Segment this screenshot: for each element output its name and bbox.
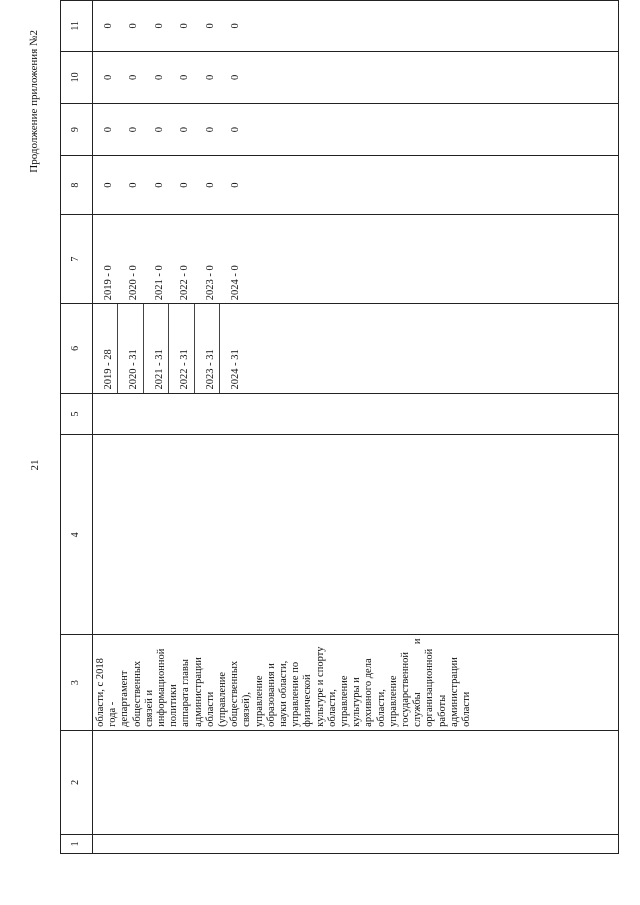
cell-col4 (93, 435, 619, 635)
zero-value: 0 (153, 74, 165, 80)
executor-line: информационной (156, 648, 168, 727)
executor-line: области, (375, 689, 387, 727)
year-value: 2024 - 0 (229, 265, 241, 301)
column-number-row (61, 1, 93, 854)
column-number: 2 (61, 730, 93, 834)
zero-value: 0 (103, 23, 114, 29)
page-number: 21 (29, 459, 41, 471)
executor-line: области, с 2018 (95, 658, 106, 727)
zero-value: 0 (128, 127, 140, 133)
appendix-table (60, 0, 619, 854)
column-number: 9 (61, 104, 93, 156)
column-number: 7 (61, 215, 93, 304)
executor-line: физической (302, 674, 314, 727)
zero-value: 0 (229, 127, 241, 133)
year-value: 2020 - 0 (128, 265, 140, 301)
executor-line: работы (436, 694, 448, 727)
column-number: 1 (61, 834, 93, 853)
cell-col6 (93, 304, 619, 393)
zero-value: 0 (128, 74, 140, 80)
zero-value: 0 (103, 127, 114, 133)
executor-line: архивного дела (363, 658, 375, 727)
zero-value: 0 (128, 23, 140, 29)
executor-line: общественных (229, 660, 241, 727)
cell-col11 (93, 1, 619, 52)
executor-line: связей), (241, 691, 253, 727)
executor-line: администрации (192, 657, 204, 727)
cell-col7 (93, 215, 619, 304)
executor-line: области (204, 691, 216, 727)
year-value: 2023 - 0 (204, 265, 216, 301)
cell-col10 (93, 51, 619, 103)
executor-line: государственной (400, 651, 412, 727)
cell-col1 (93, 834, 619, 853)
executor-line: департамент (119, 670, 131, 727)
table-row (93, 1, 619, 854)
zero-value: 0 (153, 23, 165, 29)
zero-value: 0 (153, 127, 165, 133)
zero-value: 0 (103, 182, 114, 188)
executor-line: образования и (265, 663, 277, 727)
executor-line: управление (387, 675, 399, 727)
executor-line: области (461, 691, 473, 727)
zero-value: 0 (153, 182, 165, 188)
executor-line: (управление (217, 671, 229, 727)
year-value: 2024 - 31 (229, 349, 241, 390)
year-value: 2022 - 31 (169, 304, 194, 392)
year-value: 2019 - 28 (93, 304, 118, 392)
appendix-caption: Продолжение приложения №2 (28, 30, 40, 173)
zero-value: 0 (204, 74, 216, 80)
zero-value: 0 (229, 23, 241, 29)
column-number: 10 (61, 51, 93, 103)
zero-value: 0 (229, 182, 241, 188)
year-value: 2021 - 0 (153, 265, 165, 301)
executor-line: управление (253, 675, 265, 727)
year-value: 2023 - 31 (195, 304, 220, 392)
zero-value: 0 (179, 23, 191, 29)
zero-value: 0 (179, 182, 191, 188)
executor-line: области, (326, 689, 338, 727)
cell-col8 (93, 156, 619, 215)
year-value: 2020 - 31 (118, 304, 143, 392)
executor-line: аппарата главы (180, 659, 192, 727)
zero-value: 0 (204, 127, 216, 133)
column-number: 6 (61, 304, 93, 393)
executor-line: года - (107, 701, 119, 727)
zero-value: 0 (204, 182, 216, 188)
zero-value: 0 (204, 23, 216, 29)
cell-col2 (93, 730, 619, 834)
year-value: 2019 - 0 (103, 265, 114, 301)
executor-line: связей и (143, 689, 155, 727)
executor-line: политики (168, 684, 180, 727)
executor-line: науки области, (278, 660, 290, 727)
executor-line: культуры и (351, 677, 363, 727)
zero-value: 0 (103, 74, 114, 80)
cell-col5 (93, 393, 619, 435)
zero-value: 0 (179, 127, 191, 133)
executor-line: управление (339, 675, 351, 727)
executor-line: администрации (448, 657, 460, 727)
column-number: 11 (61, 1, 93, 52)
zero-value: 0 (229, 74, 241, 80)
zero-value: 0 (128, 182, 140, 188)
executor-line: службы и (412, 638, 424, 727)
cell-executors (93, 635, 619, 730)
column-number: 4 (61, 435, 93, 635)
executor-line: управление по (290, 661, 302, 727)
year-value: 2022 - 0 (179, 265, 191, 301)
column-number: 3 (61, 635, 93, 730)
column-number: 5 (61, 393, 93, 435)
year-value: 2021 - 31 (144, 304, 169, 392)
executor-line: общественных (131, 660, 143, 727)
executor-line: культуре и спорту (314, 646, 326, 727)
cell-col9 (93, 104, 619, 156)
column-number: 8 (61, 156, 93, 215)
zero-value: 0 (179, 74, 191, 80)
executor-line: организационной (424, 648, 436, 727)
